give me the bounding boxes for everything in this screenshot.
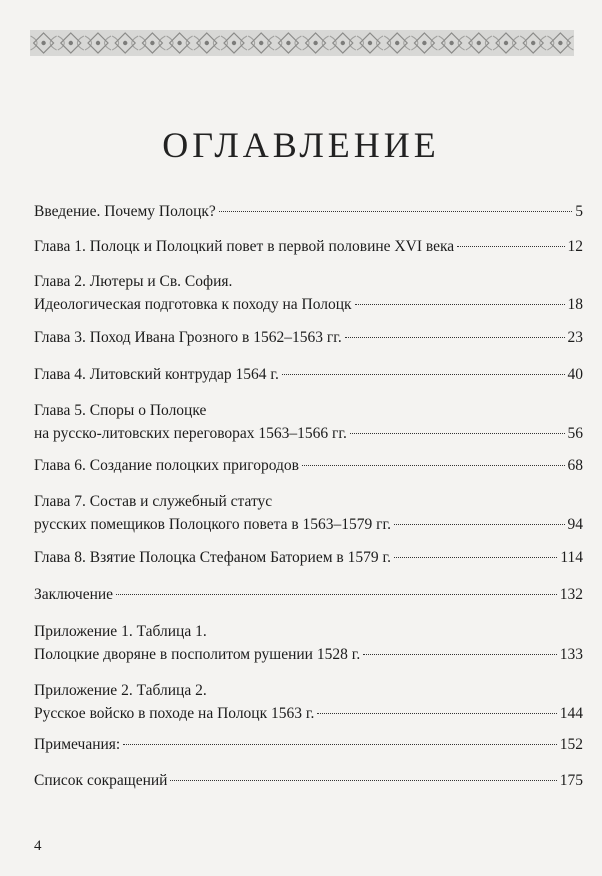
toc-entry-title: Список сокращений xyxy=(34,772,168,789)
toc-entry-intro[interactable] xyxy=(34,200,583,223)
toc-entry-title: Введение. Почему Полоцк? xyxy=(34,203,216,220)
leader-dots xyxy=(363,654,557,655)
toc-entry-conclusion[interactable] xyxy=(34,583,583,606)
toc-entry-title: Глава 2. Лютеры и Св. София. xyxy=(34,273,233,290)
toc-entry-chapter-8[interactable] xyxy=(34,546,583,569)
decorative-ornament-border xyxy=(30,30,574,56)
toc-entry-title: Глава 5. Споры о Полоцке xyxy=(34,402,207,419)
toc-entry-title: Глава 4. Литовский контрудар 1564 г. xyxy=(34,366,279,383)
leader-dots xyxy=(394,524,565,525)
toc-entry-title: Приложение 2. Таблица 2. xyxy=(34,682,207,699)
toc-entry-title: Глава 8. Взятие Полоцка Стефаном Баторием в 1579 г. xyxy=(34,549,391,566)
toc-page-number: 40 xyxy=(567,366,583,383)
page-number: 4 xyxy=(34,838,42,854)
toc-page-number: 23 xyxy=(567,329,583,346)
toc-entry-title: Приложение 1. Таблица 1. xyxy=(34,623,207,640)
toc-entry-chapter-1[interactable] xyxy=(34,235,583,258)
toc-page-number: 133 xyxy=(559,646,583,663)
toc-entry-appendix-2[interactable] xyxy=(34,679,583,725)
toc-entry-abbreviations[interactable] xyxy=(34,769,583,792)
toc-entry-chapter-5[interactable] xyxy=(34,399,583,445)
toc-entry-notes[interactable] xyxy=(34,733,583,756)
toc-entry-chapter-3[interactable] xyxy=(34,326,583,349)
page-title: ОГЛАВЛЕНИЕ xyxy=(162,125,440,165)
toc-entry-appendix-1[interactable] xyxy=(34,620,583,666)
leader-dots xyxy=(302,465,565,466)
leader-dots xyxy=(345,337,565,338)
toc-entry-title: Глава 6. Создание полоцких пригородов xyxy=(34,457,299,474)
leader-dots xyxy=(355,304,565,305)
leader-dots xyxy=(170,780,556,781)
toc-entry-chapter-7[interactable] xyxy=(34,490,583,536)
toc-page-number: 68 xyxy=(567,457,583,474)
toc-entry-title: Глава 7. Состав и служебный статус xyxy=(34,493,273,510)
toc-page-number: 18 xyxy=(567,296,583,313)
toc-entry-title-continued: Полоцкие дворяне в посполитом рушении 1528 г. xyxy=(34,646,361,663)
leader-dots xyxy=(116,594,557,595)
leader-dots xyxy=(350,433,565,434)
toc-page-number: 12 xyxy=(567,238,583,255)
toc-page-number: 94 xyxy=(567,516,583,533)
toc-entry-title: Глава 3. Поход Ивана Грозного в 1562–1563 гг. xyxy=(34,329,342,346)
toc-page-number: 56 xyxy=(567,425,583,442)
toc-entry-chapter-2[interactable] xyxy=(34,270,583,316)
leader-dots xyxy=(317,713,556,714)
toc-entry-title: Глава 1. Полоцк и Полоцкий повет в первой половине XVI века xyxy=(34,238,455,255)
toc-entry-chapter-4[interactable] xyxy=(34,363,583,386)
leader-dots xyxy=(394,557,557,558)
toc-entry-title-continued: на русско-литовских переговорах 1563–1566 гг. xyxy=(34,425,347,442)
toc-page-number: 152 xyxy=(559,736,583,753)
toc-page-number: 144 xyxy=(559,705,583,722)
toc-entry-title-continued: русских помещиков Полоцкого повета в 1563–1579 гг. xyxy=(34,516,391,533)
toc-page-number: 5 xyxy=(575,203,583,220)
toc-page-number: 132 xyxy=(559,586,583,603)
leader-dots xyxy=(219,211,572,212)
leader-dots xyxy=(457,246,564,247)
toc-page-number: 114 xyxy=(560,549,583,566)
toc-entry-title-continued: Идеологическая подготовка к походу на Полоцк xyxy=(34,296,352,313)
toc-entry-title-continued: Русское войско в походе на Полоцк 1563 г. xyxy=(34,705,315,722)
toc-entry-chapter-6[interactable] xyxy=(34,454,583,477)
leader-dots xyxy=(282,374,565,375)
toc-entry-title: Примечания: xyxy=(34,736,121,753)
toc-page-number: 175 xyxy=(559,772,583,789)
leader-dots xyxy=(123,744,557,745)
toc-entry-title: Заключение xyxy=(34,586,114,603)
